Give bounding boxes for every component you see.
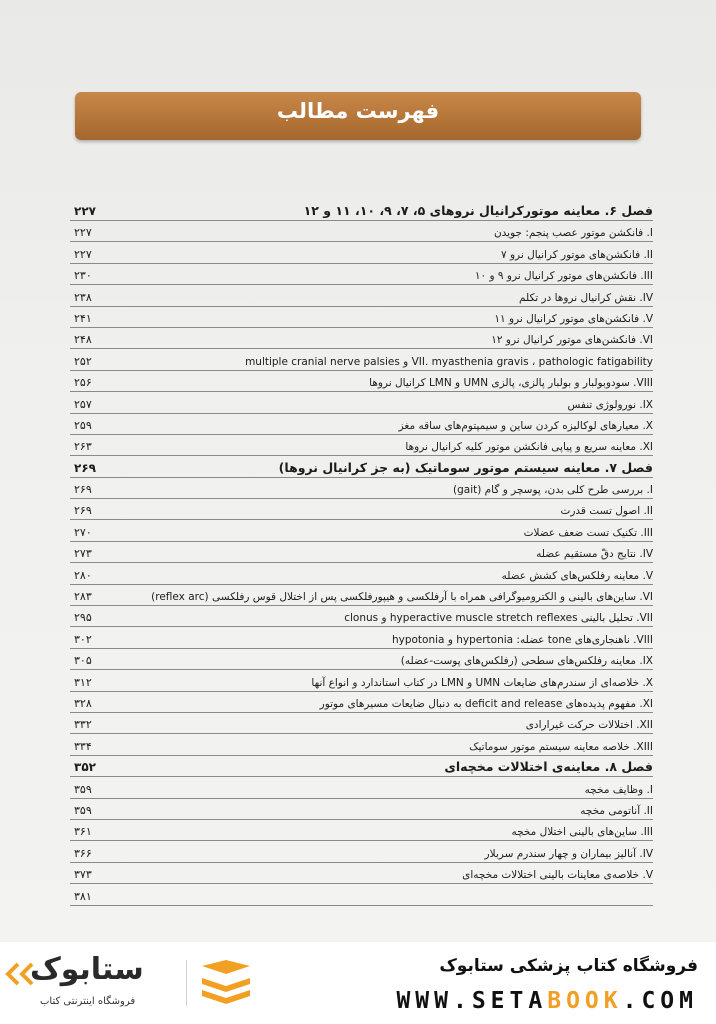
page-number: ۲۶۳ (74, 440, 92, 454)
toc-entry-row[interactable] (70, 392, 653, 413)
store-website[interactable] (396, 988, 698, 1014)
toc-heading: فهرست مطالب (276, 99, 440, 123)
page-number: ۲۶۹ (74, 483, 92, 497)
page-number: ۲۲۷ (74, 247, 92, 261)
site-prefix: WWW. (396, 988, 472, 1014)
entry-title: VI. فانکشن‌های موتور کرانیال نرو ۱۲ (491, 334, 653, 347)
entry-title: IV. نتایج دقّ مستقیم عضله (536, 548, 653, 561)
entry-title: XII. اختلالات حرکت غیرارادی (525, 719, 653, 732)
entry-title: II. آناتومی مخچه (580, 804, 653, 817)
entry-title: IX. معاینه رفلکس‌های سطحی (رفلکس‌های پوست-عضله) (400, 655, 653, 668)
toc-entry-row[interactable] (70, 734, 653, 755)
entry-title: XI. مفهوم پدیده‌های deficit and release به دنبال ضایعات مسیرهای موتور (319, 697, 653, 710)
toc-entry-row[interactable] (70, 863, 653, 884)
store-footer (0, 942, 716, 1024)
chapter-title: فصل ۶. معاینه موتورکرانیال نروهای ۵، ۷، ۹، ۱۰، ۱۱ و ۱۲ (303, 203, 653, 218)
page-number: ۲۶۹ (74, 504, 92, 518)
entry-title: V. فانکشن‌های موتور کرانیال نرو ۱۱ (494, 312, 653, 325)
toc-entry-row[interactable] (70, 585, 653, 606)
entry-title: I. بررسی طرح کلی بدن، پوسچر و گام (gait) (452, 484, 653, 497)
toc-entry-row[interactable] (70, 542, 653, 563)
toc-entry-row[interactable] (70, 499, 653, 520)
toc-chapter-row[interactable] (70, 456, 653, 477)
page-number: ۳۰۲ (74, 632, 92, 646)
toc-entry-row[interactable] (70, 328, 653, 349)
toc-entry-row[interactable] (70, 285, 653, 306)
entry-title: V. معاینه رفلکس‌های کشش عضله (501, 569, 653, 582)
toc-entry-row[interactable] (70, 884, 653, 905)
entry-title: II. اصول تست قدرت (560, 505, 653, 518)
page-number: ۲۷۰ (74, 525, 92, 539)
toc-entry-row[interactable] (70, 221, 653, 242)
page-number: ۳۶۱ (74, 825, 92, 839)
page-number: ۲۴۱ (74, 311, 92, 325)
site-seta: SETA (471, 988, 548, 1014)
page-number: ۲۵۷ (74, 397, 92, 411)
toc-entry-row[interactable] (70, 799, 653, 820)
entry-title: I. فانکشن موتور عصب پنجم: جویدن (493, 227, 653, 240)
toc-entry-row[interactable] (70, 649, 653, 670)
entry-title: VIII. سودوبولبار و بولبار پالزی، پالزی UMN و LMN کرانیال نروها (369, 377, 653, 390)
entry-title: VII. تحلیل بالینی hyperactive muscle stretch reflexes و clonus (344, 612, 653, 625)
entry-title: II. فانکشن‌های موتور کرانیال نرو ۷ (500, 248, 653, 261)
logo-wordmark: ستابوک (30, 952, 144, 987)
entry-title: V. خلاصه‌ی معاینات بالینی اختلالات مخچه‌ای (462, 869, 653, 882)
store-name: فروشگاه کتاب پزشکی ستابوک (439, 956, 698, 976)
entry-title: IX. نورولوژی تنفس (567, 398, 653, 411)
page-number: ۲۳۰ (74, 269, 92, 283)
page-number: ۲۷۳ (74, 547, 92, 561)
page-number: ۲۵۶ (74, 376, 92, 390)
page-number: ۳۳۲ (74, 718, 92, 732)
toc-entry-row[interactable] (70, 563, 653, 584)
page-number: ۳۰۵ (74, 654, 92, 668)
page-number: ۲۲۷ (74, 226, 92, 240)
page-number: ۳۳۴ (74, 739, 92, 753)
toc-chapter-row[interactable] (70, 756, 653, 777)
toc-entry-row[interactable] (70, 264, 653, 285)
entry-title: XIII. خلاصه معاینه سیستم موتور سوماتیک (469, 740, 653, 753)
page-number: ۲۲۷ (74, 204, 96, 218)
entry-title: XI. معاینه سریع و پیاپی فانکشن موتور کلیه کرانیال نروها (405, 441, 653, 454)
toc-entry-row[interactable] (70, 520, 653, 541)
page-number: ۳۵۲ (74, 760, 96, 775)
toc-entry-row[interactable] (70, 371, 653, 392)
toc-entry-row[interactable] (70, 670, 653, 691)
site-suffix: .COM (622, 988, 698, 1014)
page-number: ۲۴۸ (74, 333, 92, 347)
page-number: ۳۵۹ (74, 782, 92, 796)
entry-title: VII. myasthenia gravis ، pathologic fatigability و multiple cranial nerve palsies (245, 355, 653, 368)
page-number: ۳۷۳ (74, 868, 92, 882)
toc-entry-row[interactable] (70, 777, 653, 798)
entry-title: VI. ساین‌های بالینی و الکترومیوگرافی همراه با آرفلکسی و هیپورفلکسی پس از اختلال قوس رفلکسی (reflex arc) (151, 591, 653, 604)
toc-entry-row[interactable] (70, 478, 653, 499)
page-number: ۲۹۵ (74, 611, 92, 625)
logo-subtitle: فروشگاه اینترنتی کتاب (40, 996, 136, 1007)
toc-chapter-row[interactable] (70, 202, 653, 221)
entry-title: III. تکنیک تست ضعف عضلات (523, 526, 653, 539)
footer-divider (186, 960, 187, 1006)
page-number: ۲۸۳ (74, 590, 92, 604)
chapter-title: فصل ۸. معاینه‌ی اختلالات مخچه‌ای (444, 759, 653, 775)
toc-entry-row[interactable] (70, 692, 653, 713)
book-stack-logo-icon (196, 960, 256, 1008)
page-number: ۲۵۹ (74, 418, 92, 432)
page-number: ۲۸۰ (74, 568, 92, 582)
site-book: BOOK (547, 988, 623, 1014)
toc-entry-row[interactable] (70, 435, 653, 456)
toc-entry-row[interactable] (70, 349, 653, 370)
toc-entry-row[interactable] (70, 242, 653, 263)
table-of-contents (70, 202, 653, 906)
page-number: ۳۸۱ (74, 889, 92, 903)
page-number: ۲۵۲ (74, 354, 92, 368)
entry-title: X. معیارهای لوکالیزه کردن ساین و سیمپتوم‌های ساقه مغز (398, 419, 653, 432)
page-number: ۳۵۹ (74, 803, 92, 817)
toc-entry-row[interactable] (70, 820, 653, 841)
toc-entry-row[interactable] (70, 627, 653, 648)
page-number: ۲۳۸ (74, 290, 92, 304)
entry-title: III. فانکشن‌های موتور کرانیال نرو ۹ و ۱۰ (474, 270, 653, 283)
toc-entry-row[interactable] (70, 414, 653, 435)
toc-entry-row[interactable] (70, 307, 653, 328)
entry-title: X. خلاصه‌ای از سندرم‌های ضایعات UMN و LMN در کتاب استاندارد و انواع آنها (311, 676, 653, 689)
page-number: ۳۶۶ (74, 846, 92, 860)
entry-title: III. ساین‌های بالینی اختلال مخچه (511, 826, 653, 839)
toc-banner (75, 92, 641, 140)
toc-entry-row[interactable] (70, 841, 653, 862)
page-number: ۳۲۸ (74, 696, 92, 710)
toc-entry-row[interactable] (70, 713, 653, 734)
chapter-title: فصل ۷. معاینه سیستم موتور سوماتیک (به جز کرانیال نروها) (278, 459, 653, 475)
entry-title: IV. آنالیز بیماران و چهار سندرم سربلار (484, 847, 653, 860)
page-number: ۳۱۲ (74, 675, 92, 689)
entry-title: IV. نقش کرانیال نروها در تکلم (518, 291, 653, 304)
entry-title: VIII. ناهنجاری‌های tone عضله: hypertonia و hypotonia (391, 633, 653, 646)
entry-title: I. وظایف مخچه (584, 783, 653, 796)
page-number: ۲۶۹ (74, 460, 96, 475)
toc-entry-row[interactable] (70, 606, 653, 627)
